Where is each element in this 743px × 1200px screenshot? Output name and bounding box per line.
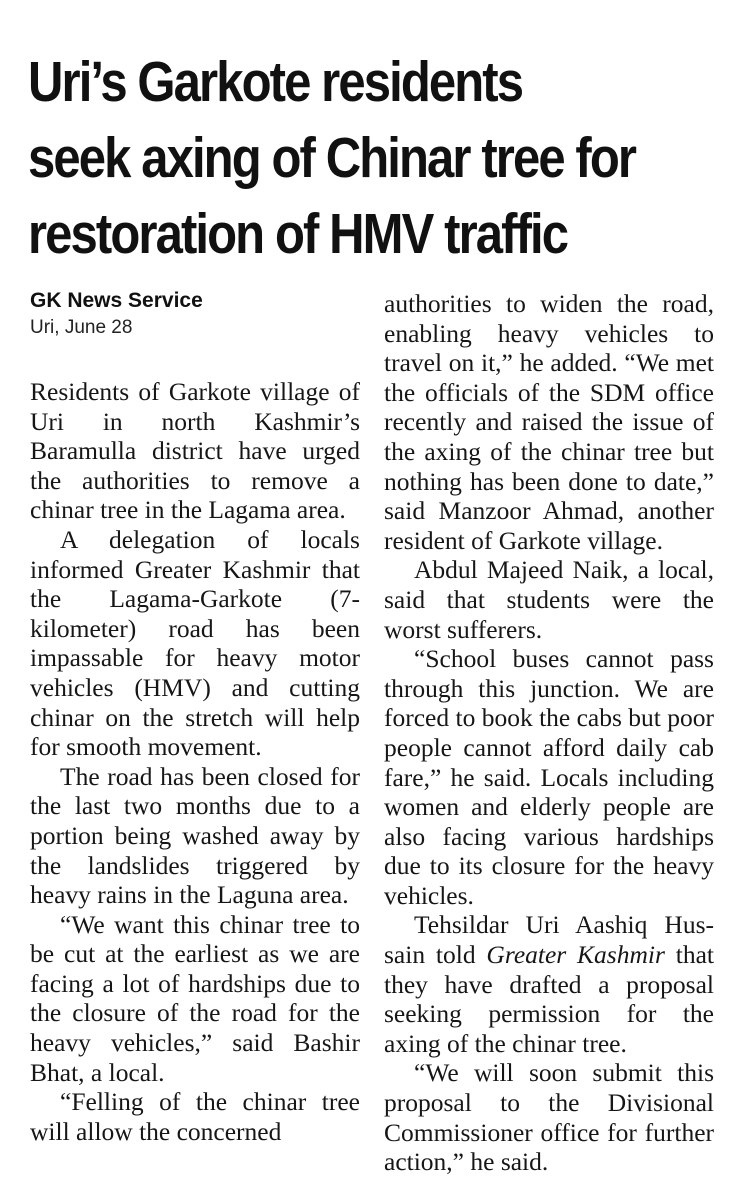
headline-line-2: seek axing of Chinar tree for: [28, 126, 636, 190]
headline-line-1: Uri’s Garkote residents: [28, 50, 523, 114]
paragraph: “We will soon submit this proposal to the Divisional Commissioner office for further action,” he said.: [384, 1058, 714, 1177]
paragraph: Abdul Majeed Naik, a local, said that students were the worst sufferers.: [384, 555, 714, 644]
headline: [28, 44, 725, 272]
paragraph-text: that they have drafted a proposal seeking permission for the axing of the chinar tree.: [384, 940, 714, 1058]
paragraph: “We want this chinar tree to be cut at the earliest as we are facing a lot of hardships due to the closure of the road for the heavy vehicles,” said Bashir Bhat, a local.: [30, 909, 360, 1087]
paragraph: authorities to widen the road, enabling heavy vehicles to travel on it,” he added. “We met the officials of the SDM office recently and raised the issue of the axing of the chinar tree but nothing has been done to date,” said Manzoor Ahmad, another resident of Garkote village.: [384, 289, 714, 555]
paragraph: The road has been closed for the last two months due to a portion being washed away by the landslides triggered by heavy rains in the Laguna area.: [30, 761, 360, 910]
paragraph: Residents of Garkote village of Uri in north Kashmir’s Baramulla district have urged the authorities to remove a chinar tree in the Lagama area.: [30, 377, 360, 525]
right-column: [384, 289, 714, 1177]
left-column: [30, 285, 360, 1146]
paragraph: [384, 910, 714, 1058]
byline-agency: GK News Service: [30, 289, 203, 312]
paragraph-text: Tehsildar Uri Aashiq Hussain told: [384, 910, 714, 970]
byline-dateline: Uri, June 28: [30, 317, 133, 338]
headline-line-3: restoration of HMV traffic: [28, 202, 568, 266]
paragraph: “Felling of the chinar tree will allow the concerned: [30, 1087, 360, 1146]
paragraph: A delegation of locals informed Greater Kashmir that the Lagama-Garkote (7-kilometer) road has been impassable for heavy motor vehicles (HMV) and cutting chinar on the stretch will help for smooth movement.: [30, 524, 360, 762]
publication-name: Greater Kashmir: [486, 940, 665, 970]
paragraph: “School buses cannot pass through this junction. We are forced to book the cabs but poor people cannot afford daily cab fare,” he said. Locals including women and elderly people are also facing various hardships due to its closure for the heavy vehicles.: [384, 644, 714, 910]
